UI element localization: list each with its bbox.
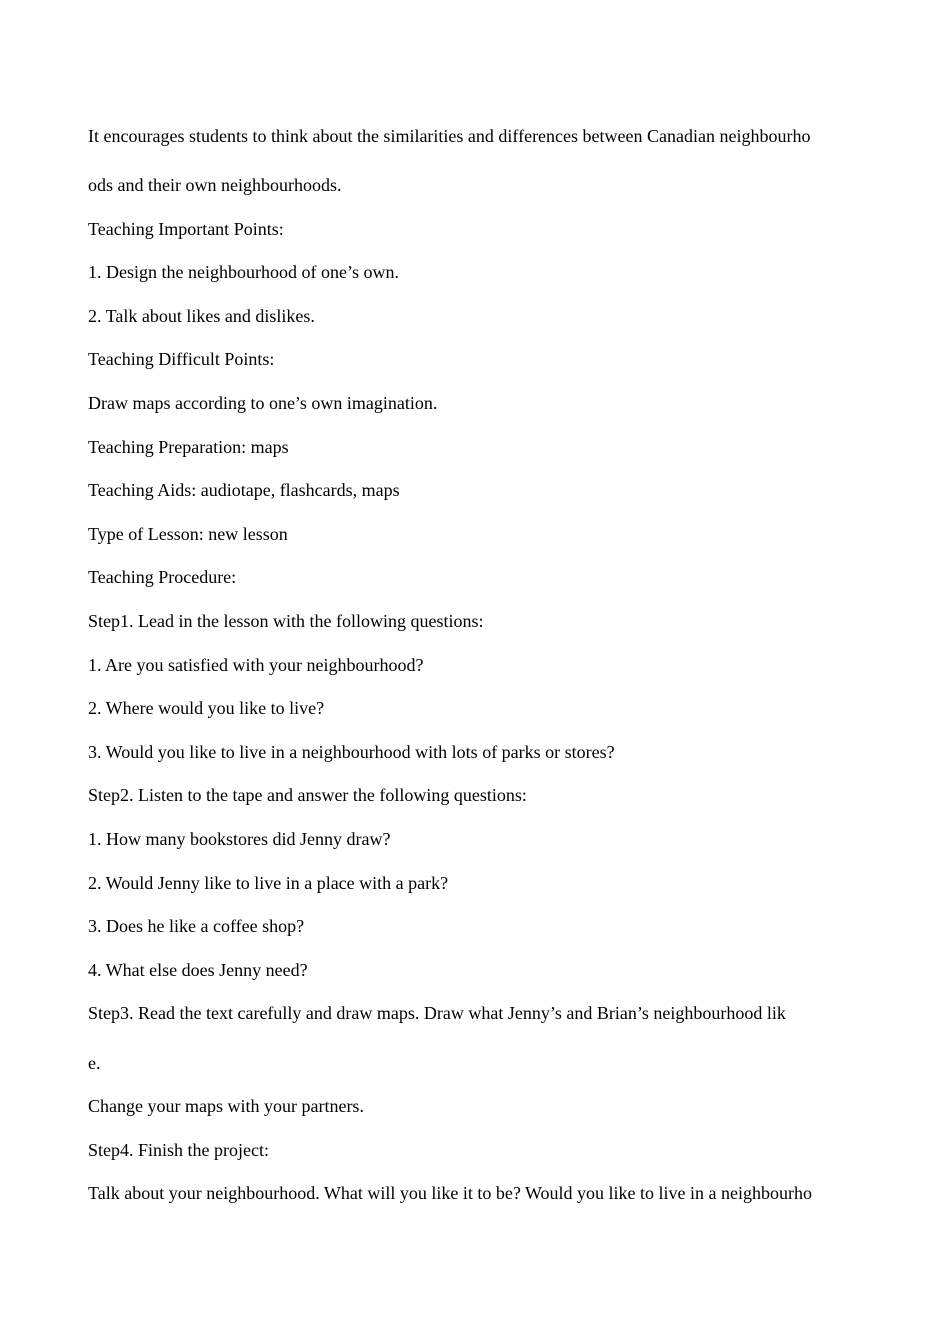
step3-partner-text: Change your maps with your partners. [88,1096,364,1116]
important-point-1: 1. Design the neighbourhood of one’s own. [88,262,399,282]
important-point-2: 2. Talk about likes and dislikes. [88,306,315,326]
step1-heading: Step1. Lead in the lesson with the following questions: [88,611,484,631]
important-points-heading: Teaching Important Points: [88,219,284,239]
step3-line-2: e. [88,1053,101,1073]
intro-text-line-2: ods and their own neighbourhoods. [88,175,342,195]
teaching-preparation: Teaching Preparation: maps [88,437,289,457]
intro-text-line-1: It encourages students to think about the similarities and differences between Canadian neighbourho [88,126,811,146]
teaching-aids: Teaching Aids: audiotape, flashcards, maps [88,480,400,500]
step2-question-3: 3. Does he like a coffee shop? [88,916,305,936]
lesson-type: Type of Lesson: new lesson [88,524,288,544]
step4-heading: Step4. Finish the project: [88,1140,269,1160]
difficult-point-text: Draw maps according to one’s own imagination. [88,393,438,413]
difficult-points-heading: Teaching Difficult Points: [88,349,275,369]
step2-question-2: 2. Would Jenny like to live in a place with a park? [88,873,449,893]
step1-question-3: 3. Would you like to live in a neighbourhood with lots of parks or stores? [88,742,615,762]
step2-question-4: 4. What else does Jenny need? [88,960,308,980]
procedure-heading: Teaching Procedure: [88,567,237,587]
step3-line-1: Step3. Read the text carefully and draw maps. Draw what Jenny’s and Brian’s neighbourhood lik [88,1003,786,1023]
step4-text: Talk about your neighbourhood. What will you like it to be? Would you like to live in a neighbourho [88,1183,813,1203]
step2-question-1: 1. How many bookstores did Jenny draw? [88,829,391,849]
step1-question-2: 2. Where would you like to live? [88,698,325,718]
step2-heading: Step2. Listen to the tape and answer the following questions: [88,785,527,805]
step1-question-1: 1. Are you satisfied with your neighbourhood? [88,655,424,675]
